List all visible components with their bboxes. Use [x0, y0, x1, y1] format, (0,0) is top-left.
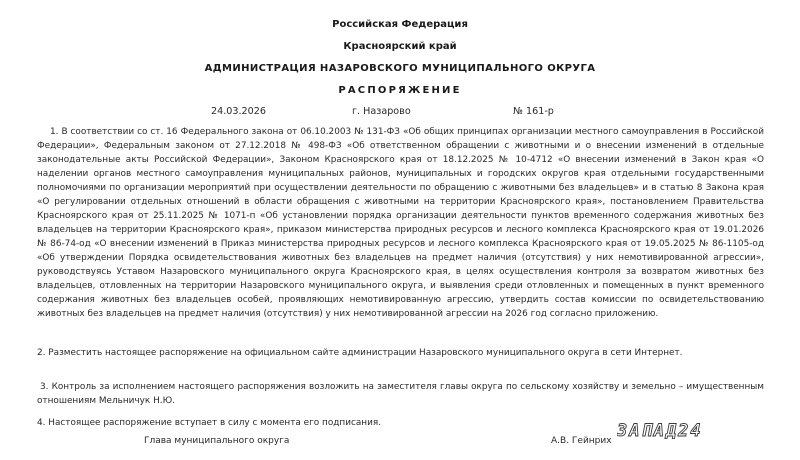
- signature-name: А.В. Гейнрих: [551, 436, 612, 446]
- watermark-text: ЗАПАД24: [617, 421, 703, 439]
- document-date: 24.03.2026: [211, 106, 266, 117]
- paragraph-3: 3. Контроль за исполнением настоящего распоряжения возложить на заместителя главы округа по сельскому хозяйству и земельно – имущественным отношениям Мельничук Н.Ю.: [37, 382, 764, 406]
- region-heading: Красноярский край: [343, 41, 457, 52]
- document-number: № 161-р: [513, 106, 554, 117]
- paragraph-1: 1. В соответствии со ст. 16 Федерального закона от 06.10.2003 № 131-ФЗ «Об общих принципах организации местного самоуправления в Российской Федерации», Федеральным законом от 27.12.2018 № 498-ФЗ «Об ответственном обращении с животными и о внесении изменений в отдельные законодательные акты Российской Федерации», Законом Красноярского края от 18.12.2025 № 10-4712 «О внесении изменений в Закон края «О наделении органов местного самоуправления муниципальных районов, муниципальных и городских округов края отдельными государственными полномочиями по организации мероприятий при осуществлении деятельности по обращению с животными без владельцев» и в статью 8 Закона края «О регулировании отдельных отношений в области обращения с животными на территории Красноярского края», постановлением Правительства Красноярского края от 25.11.2025 № 1071-п «Об установлении порядка организации деятельности пунктов временного содержания животных без владельцев на территории Красноярского края», приказом министерства природных ресурсов и лесного комплекса Красноярского края от 19.01.2026 № 86-74-од «О внесении изменений в Приказ министерства природных ресурсов и лесного комплекса Красноярского края от 19.05.2025 № 86-1105-од «Об утверждении Порядка освидетельствования животных без владельцев на предмет наличия (отсутствия) у них немотивированной агрессии», руководствуясь Уставом Назаровского муниципального округа Красноярского края, в целях осуществления контроля за возвратом животных без владельцев, отловленных на территории Назаровского муниципального округа, и выявления среди отловленных и помещенных в пункт временного содержания животных без владельцев особей, проявляющих немотивированную агрессию, утвердить состав комиссии по освидетельствованию животных без владельцев на предмет наличия (отсутствия) у них немотивированной агрессии на 2026 год согласно приложению.: [37, 127, 764, 319]
- administration-heading: АДМИНИСТРАЦИЯ НАЗАРОВСКОГО МУНИЦИПАЛЬНОГО ОКРУГА: [204, 63, 596, 74]
- paragraph-4: 4. Настоящее распоряжение вступает в силу с момента его подписания.: [37, 418, 382, 428]
- document-place: г. Назарово: [352, 106, 411, 117]
- country-heading: Российская Федерация: [332, 19, 468, 30]
- document-type-heading: РАСПОРЯЖЕНИЕ: [338, 85, 462, 96]
- paragraph-2: 2. Разместить настоящее распоряжение на официальном сайте администрации Назаровского муниципального округа в сети Интернет.: [37, 348, 683, 358]
- signature-position: Глава муниципального округа: [144, 436, 290, 446]
- watermark-logo: [617, 421, 767, 439]
